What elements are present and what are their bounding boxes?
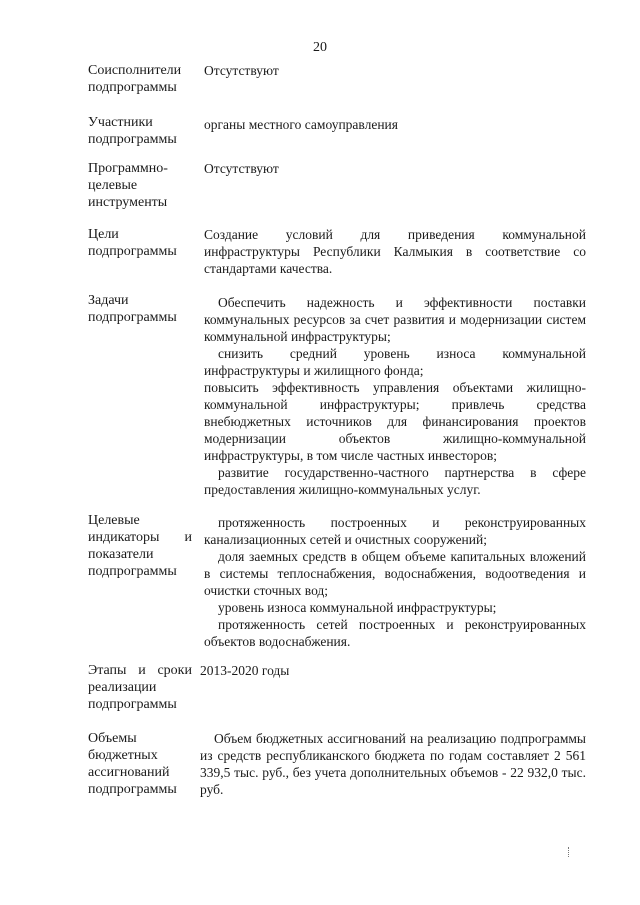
label-word: сроки xyxy=(157,663,192,678)
row-label-line xyxy=(88,529,192,546)
row-label xyxy=(88,160,192,211)
row-label-line: реализации xyxy=(88,680,157,695)
row-label-line: целевые xyxy=(88,178,138,193)
row-paragraph: органы местного самоуправления xyxy=(204,117,398,132)
row-label xyxy=(88,226,192,260)
row-paragraph: Объем бюджетных ассигнований на реализацию подпрограммы из средств республиканского бюджета по годам составляет 2 561 339,5 тыс. руб., без учета дополнительных объемов - 22 932,0 тыс. руб. xyxy=(200,731,586,797)
row-label-line: подпрограммы xyxy=(88,132,177,147)
row-label-line: Задачи xyxy=(88,293,129,308)
row-paragraph: протяженность построенных и реконструированных канализационных сетей и очистных сооружений; xyxy=(204,515,586,547)
row-paragraph: 2013-2020 годы xyxy=(200,663,290,678)
row-paragraph: Отсутствуют xyxy=(204,161,279,176)
label-word: Этапы xyxy=(88,663,127,678)
row-value xyxy=(204,116,586,133)
row-value xyxy=(204,514,586,650)
row-label-line: подпрограммы xyxy=(88,782,177,797)
row-label xyxy=(88,62,192,96)
scan-mark xyxy=(568,847,572,857)
row-label xyxy=(88,114,192,148)
row-value xyxy=(204,226,586,277)
row-label-line: подпрограммы xyxy=(88,310,177,325)
label-word: и xyxy=(138,663,146,678)
row-value xyxy=(204,62,586,79)
row-label-line: Программно- xyxy=(88,161,168,176)
row-label xyxy=(88,662,192,713)
row-label-line: Целевые xyxy=(88,513,140,528)
row-label xyxy=(88,730,192,798)
label-word: и xyxy=(184,530,192,545)
row-value xyxy=(200,662,582,679)
row-label-line: подпрограммы xyxy=(88,564,177,579)
row-value xyxy=(204,160,586,177)
row-label-line: Объемы xyxy=(88,731,137,746)
row-label-line: показатели xyxy=(88,547,154,562)
row-paragraph: доля заемных средств в общем объеме капитальных вложений в системы теплоснабжения, водоснабжения, водоотведения и очистки сточных вод; xyxy=(204,549,586,598)
row-label-line: Цели xyxy=(88,227,119,242)
row-paragraph: повысить эффективность управления объектами жилищно-коммунальной инфраструктуры; привлечь средства внебюджетных источников для финансирования проектов модернизации объектов жилищно-коммунальной инфраструктуры, в том числе частных инвесторов; xyxy=(204,380,586,463)
row-label-line: подпрограммы xyxy=(88,244,177,259)
row-label-line: Соисполнители xyxy=(88,63,182,78)
row-label-line: подпрограммы xyxy=(88,697,177,712)
row-paragraph: уровень износа коммунальной инфраструктуры; xyxy=(218,600,497,615)
row-label-line: инструменты xyxy=(88,195,168,210)
row-paragraph: Создание условий для приведения коммунальной инфраструктуры Республики Калмыкия в соответствие со стандартами качества. xyxy=(204,227,586,276)
row-label-line: ассигнований xyxy=(88,765,170,780)
row-label-line: Участники xyxy=(88,115,153,130)
row-label-line xyxy=(88,662,192,679)
row-paragraph: снизить средний уровень износа коммунальной инфраструктуры и жилищного фонда; xyxy=(204,346,586,378)
row-paragraph: Обеспечить надежность и эффективности поставки коммунальных ресурсов за счет развития и модернизации систем коммунальной инфраструктуры; xyxy=(204,295,586,344)
row-paragraph: Отсутствуют xyxy=(204,63,279,78)
row-label-line: подпрограммы xyxy=(88,80,177,95)
row-label-line: бюджетных xyxy=(88,748,158,763)
page-number: 20 xyxy=(313,40,327,55)
row-value xyxy=(200,730,586,798)
label-word: индикаторы xyxy=(88,530,160,545)
row-paragraph: протяженность сетей построенных и реконструированных объектов водоснабжения. xyxy=(204,617,586,649)
row-value xyxy=(204,294,586,498)
row-paragraph: развитие государственно-частного партнерства в сфере предоставления жилищно-коммунальных услуг. xyxy=(204,465,586,497)
row-label xyxy=(88,512,192,580)
row-label xyxy=(88,292,192,326)
